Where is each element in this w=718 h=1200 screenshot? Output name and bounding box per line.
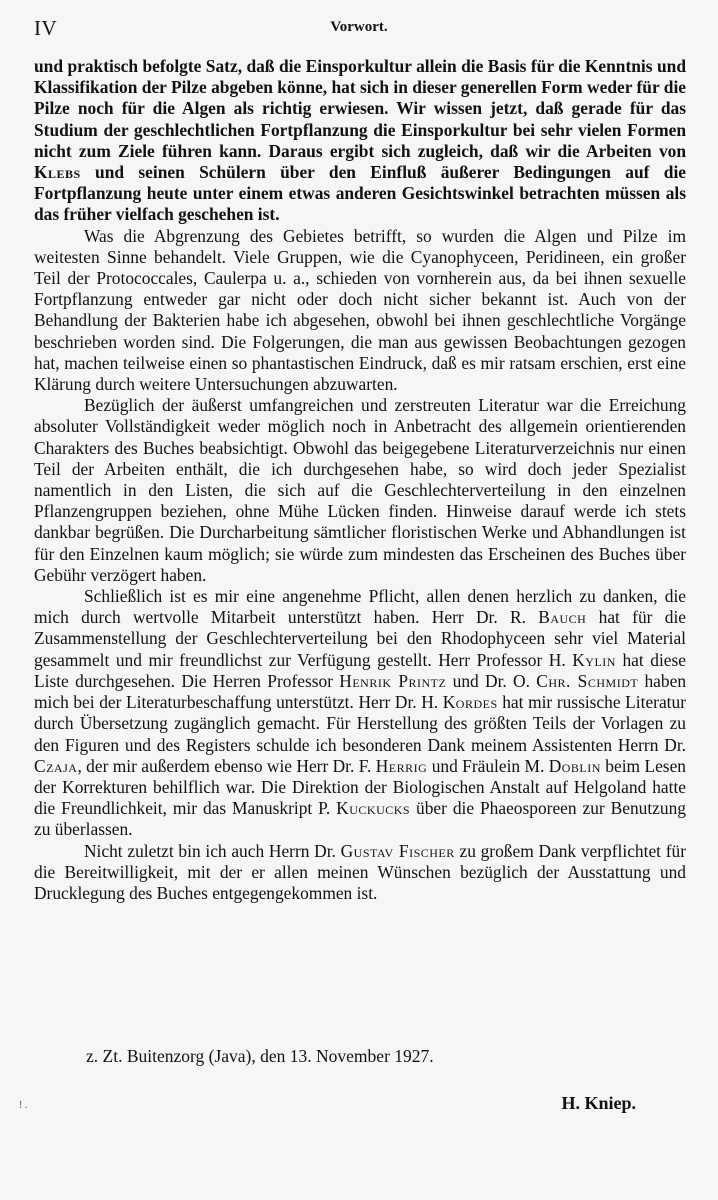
name-herrig: Herrig [375,755,428,776]
name-kordes: Kordes [442,692,498,713]
paragraph-4-part-i: beim Lesen der Korrekturen behilflich war. Die Direktion der Biologischen Anstalt auf Helgoland hatte die Freundlichkeit, mir das Manuskript P. [34,755,686,819]
paragraph-4-part-a: Schließlich ist es mir eine angenehme Pflicht, allen denen herzlich zu danken, die mich durch wertvolle Mitarbeit unterstützt haben. Herr Dr. R. [34,586,686,628]
name-klebs: Klebs [34,162,81,183]
name-fischer: Gustav Fischer [340,840,455,861]
paragraph-1 [34,56,686,226]
foreword-body [34,56,686,904]
paragraph-4-part-h: und Fräulein M. [427,755,549,776]
paragraph-2: Was die Abgrenzung des Gebietes betrifft, so wurden die Algen und Pilze im weitesten Sinne behandelt. Viele Gruppen, wie die Cyanophyceen, Peridineen, ein großer Teil der Protococcales, Caulerpa u. a., schieden von vornherein aus, da bei ihnen sexuelle Fortpflanzung entweder gar nicht oder doch nicht sicher bekannt ist. Auch von der Behandlung der Bakterien habe ich abgesehen, obwohl bei ihnen geschlechtliche Vorgänge beschrieben worden sind. Die Folgerungen, die man aus gewissen Beobachtungen gezogen hat, machen teilweise einen so phantastischen Eindruck, daß es mir ratsam erschien, erst eine Klärung durch weitere Untersuchungen abzuwarten. [34,225,686,395]
paragraph-1-text: und praktisch befolgte Satz, daß die Einsporkultur allein die Basis für die Kenntnis und Klassifikation der Pilze abgeben könne, hat sich in dieser generellen Form weder für die Pilze noch für die Algen als richtig erwiesen. Wir wissen jetzt, daß gerade für das Studium der geschlechtlichen Fortpflanzung die Einsporkultur bei sehr vielen Formen nicht zum Ziele führen kann. Daraus ergibt sich zugleich, daß wir die Arbeiten von [34,56,686,161]
paragraph-5-part-a: Nicht zuletzt bin ich auch Herrn Dr. [84,840,341,861]
paragraph-1-text-rest: und seinen Schülern über den Einfluß äußerer Bedingungen auf die Fortpflanzung heute unter einem etwas anderen Gesichtswinkel betrachten müssen als das früher vielfach geschehen ist. [34,162,686,225]
paragraph-3: Bezüglich der äußerst umfangreichen und zerstreuten Literatur war die Erreichung absoluter Vollständigkeit weder möglich noch in Anbetracht des allgemein orientierenden Charakters des Buches beabsichtigt. Obwohl das beigegebene Literaturverzeichnis nur einen Teil der Arbeiten enthält, die ich durchgesehen habe, so wird doch jeder Spezialist namentlich in den Listen, die sich auf die Geschlechterverteilung in den einzelnen Pflanzengruppen beziehen, ohne Mühe Lücken finden. Hinweise darauf werde ich stets dankbar begrüßen. Die Durcharbeitung sämtlicher floristischen Werke und Abhandlungen ist für den Einzelnen kaum möglich; sie würde zum mindesten das Erscheinen des Buches über Gebühr verzögert haben. [34,395,686,585]
name-kylin: Kylin [572,649,616,670]
paragraph-5-part-b: zu großem Dank verpflichtet für die Bereitwilligkeit, mit der er allen meinen Wünschen bezüglich der Ausstattung und Drucklegung des Buches entgegengekommen ist. [34,840,686,903]
page-header [34,16,684,40]
paragraph-4-part-g: , der mir außerdem ebenso wie Herr Dr. F. [77,755,376,776]
page-number: IV [34,16,58,40]
paragraph-4-part-c: hat diese Liste durchgesehen. Die Herren Professor [34,649,686,691]
paragraph-4-part-f: hat mir russische Literatur durch Übersetzung zugänglich gemacht. Für Herstellung des größten Teils der Vorlagen zu den Figuren und des Registers schulde ich besonderen Dank meinem Assistenten Herrn Dr. [34,692,686,755]
paragraph-4-part-d: und Dr. O. [446,670,537,691]
paragraph-4-part-e: haben mich bei der Literaturbeschaffung unterstützt. Herr Dr. H. [34,670,687,713]
paragraph-4-part-b: hat für die Zusammenstellung der Geschlechterverteilung bei den Rhodophyceen sehr viel Material gesammelt und mir freundlichst zur Verfügung gestellt. Herr Professor H. [34,607,686,670]
place-date-line: z. Zt. Buitenzorg (Java), den 13. November 1927. [86,1046,434,1066]
author-signature: H. Kniep. [561,1093,636,1113]
name-czaja: Czaja [34,755,78,776]
name-bauch: Bauch [538,607,587,628]
name-schmidt: Chr. Schmidt [536,670,639,691]
name-doblin: Doblin [548,755,601,776]
paragraph-4 [34,586,686,840]
margin-mark: ! . [19,1100,28,1111]
name-kuckucks: Kuckucks [336,798,411,819]
paragraph-5 [34,841,686,905]
running-title: Vorwort. [330,19,388,35]
name-printz: Henrik Printz [339,670,447,691]
paragraph-4-part-j: über die Phaeosporeen zur Benutzung zu überlassen. [34,798,686,840]
